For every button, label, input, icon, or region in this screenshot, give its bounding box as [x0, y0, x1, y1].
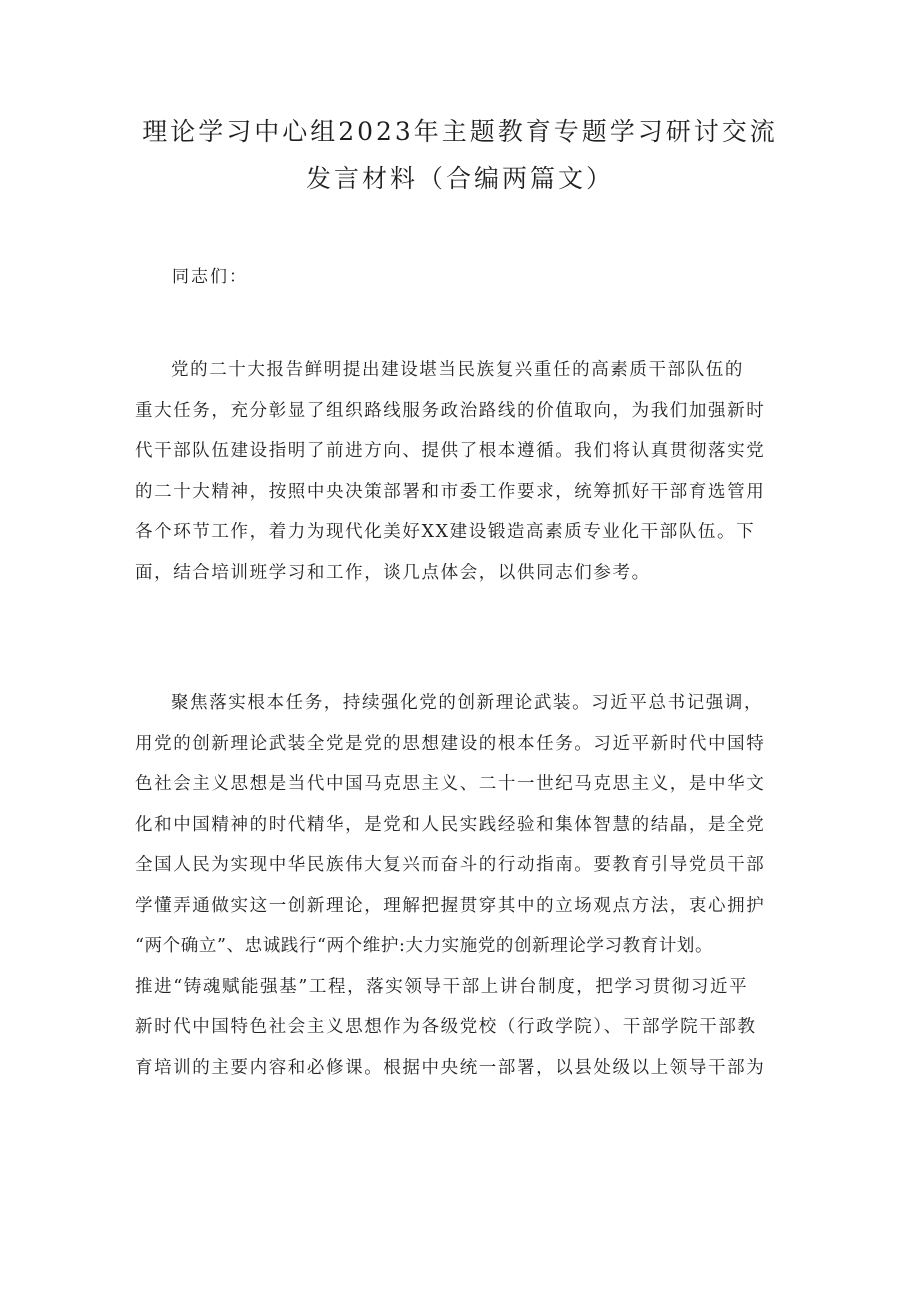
- paragraph-line: 各个环节工作，着力为现代化美好XX建设锻造高素质专业化干部队伍。下: [135, 522, 756, 542]
- paragraph-line: 的二十大精神，按照中央决策部署和市委工作要求，统筹抓好干部育选管用: [135, 481, 766, 502]
- salutation: 同志们：: [172, 267, 248, 287]
- paragraph-line: 代干部队伍建设指明了前进方向、提供了根本遵循。我们将认真贯彻落实党: [135, 441, 766, 461]
- paragraph-line: 重大任务，充分彰显了组织路线服务政治路线的价值取向，为我们加强新时: [135, 400, 766, 421]
- paragraph-line: 用党的创新理论武装全党是党的思想建设的根本任务。习近平新时代中国特: [135, 733, 766, 754]
- paragraph-line: 党的二十大报告鲜明提出建设堪当民族复兴重任的高素质干部队伍的: [171, 360, 744, 380]
- paragraph-2: [135, 683, 795, 1088]
- paragraph-line: 学懂弄通做实这一创新理论，理解把握贯穿其中的立场观点方法，衷心拥护: [135, 895, 766, 916]
- paragraph-1: [135, 350, 795, 593]
- paragraph-line: 推进“铸魂赋能强基”工程，落实领导干部上讲台制度，把学习贯彻习近平: [135, 976, 749, 997]
- paragraph-line: 面，结合培训班学习和工作，谈几点体会，以供同志们参考。: [135, 562, 651, 583]
- paragraph-line: 化和中国精神的时代精华，是党和人民实践经验和集体智慧的结晶，是全党: [135, 814, 766, 835]
- paragraph-line: 育培训的主要内容和必修课。根据中央统一部署，以县处级以上领导干部为: [135, 1057, 766, 1078]
- document-title-line-1: 理论学习中心组2023年主题教育专题学习研讨交流: [142, 117, 778, 146]
- paragraph-line: 全国人民为实现中华民族伟大复兴而奋斗的行动指南。要教育引导党员干部: [135, 855, 766, 875]
- paragraph-line: 新时代中国特色社会主义思想作为各级党校（行政学院）、干部学院干部教: [135, 1017, 757, 1037]
- paragraph-line: “两个确立”、忠诚践行“两个维护:大力实施党的创新理论学习教育计划。: [135, 936, 714, 956]
- paragraph-line: 色社会主义思想是当代中国马克思主义、二十一世纪马克思主义，是中华文: [135, 774, 766, 794]
- document-title-line-2: 发言材料（合编两篇文）: [305, 164, 614, 193]
- paragraph-line: 聚焦落实根本任务，持续强化党的创新理论武装。习近平总书记强调，: [171, 693, 764, 713]
